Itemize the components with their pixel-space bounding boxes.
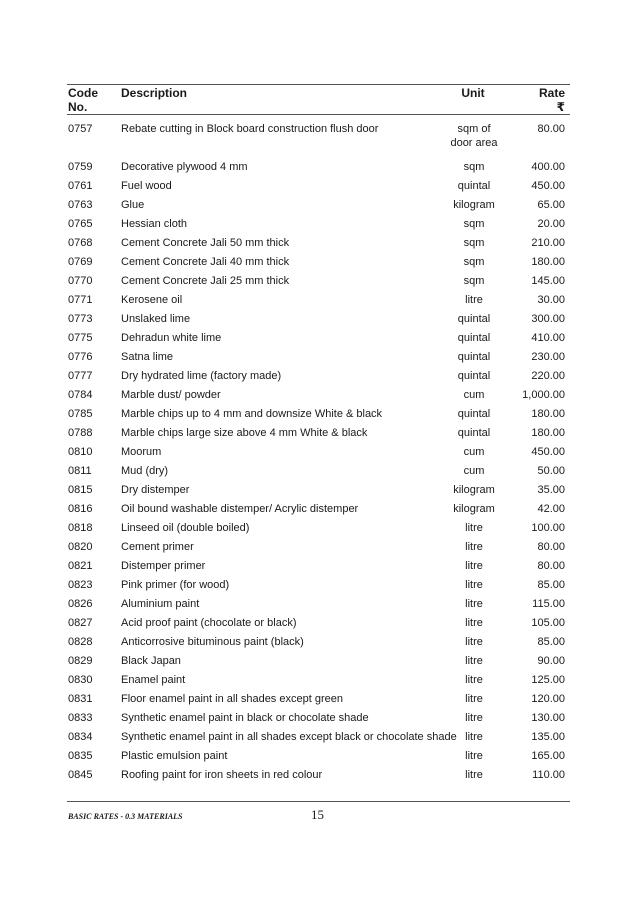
row-rate: 165.00 <box>531 750 565 762</box>
row-rate: 1,000.00 <box>522 389 565 401</box>
row-unit: sqm of door area <box>450 123 498 149</box>
table-row <box>0 559 638 578</box>
row-description: Dehradun white lime <box>121 332 222 344</box>
row-unit: litre <box>465 769 483 781</box>
row-code: 0810 <box>68 446 93 458</box>
row-rate: 100.00 <box>531 522 565 534</box>
row-rate: 115.00 <box>532 598 565 610</box>
row-rate: 180.00 <box>531 427 565 439</box>
row-unit: cum <box>463 446 485 458</box>
table-row <box>0 635 638 654</box>
row-code: 0777 <box>68 370 93 382</box>
table-row <box>0 654 638 673</box>
footer-section-title: BASIC RATES - 0.3 MATERIALS <box>68 812 183 821</box>
row-code: 0829 <box>68 655 93 667</box>
row-description: Decorative plywood 4 mm <box>121 161 248 173</box>
row-description: Glue <box>121 199 145 211</box>
row-description: Rebate cutting in Block board construction flush door <box>121 123 379 135</box>
table-row <box>0 673 638 692</box>
row-unit: litre <box>465 617 483 629</box>
row-code: 0785 <box>68 408 93 420</box>
table-row <box>0 749 638 768</box>
row-rate: 80.00 <box>537 123 565 135</box>
row-rate: 450.00 <box>531 446 565 458</box>
row-description: Plastic emulsion paint <box>121 750 228 762</box>
row-description: Cement Concrete Jali 25 mm thick <box>121 275 290 287</box>
row-unit: quintal <box>457 351 491 363</box>
materials-table <box>0 122 638 787</box>
row-description: Fuel wood <box>121 180 172 192</box>
row-rate: 110.00 <box>532 769 565 781</box>
row-code: 0815 <box>68 484 93 496</box>
row-rate: 85.00 <box>537 636 565 648</box>
row-rate: 30.00 <box>537 294 565 306</box>
row-code: 0757 <box>68 123 93 135</box>
row-code: 0828 <box>68 636 93 648</box>
row-unit: litre <box>465 712 483 724</box>
row-rate: 130.00 <box>531 712 565 724</box>
row-rate: 42.00 <box>537 503 565 515</box>
table-row <box>0 312 638 331</box>
row-rate: 230.00 <box>531 351 565 363</box>
header-rule <box>67 114 570 115</box>
table-row <box>0 369 638 388</box>
row-rate: 180.00 <box>531 256 565 268</box>
row-unit: litre <box>465 579 483 591</box>
row-code: 0769 <box>68 256 93 268</box>
row-unit: litre <box>465 655 483 667</box>
row-code: 0818 <box>68 522 93 534</box>
row-description: Cement Concrete Jali 50 mm thick <box>121 237 290 249</box>
row-description: Mud (dry) <box>121 465 169 477</box>
table-row <box>0 540 638 559</box>
row-description: Cement primer <box>121 541 194 553</box>
row-unit: litre <box>465 522 483 534</box>
row-unit: litre <box>465 636 483 648</box>
table-row <box>0 768 638 787</box>
row-rate: 135.00 <box>531 731 565 743</box>
row-code: 0811 <box>68 465 92 477</box>
row-description: Black Japan <box>121 655 181 667</box>
table-row <box>0 445 638 464</box>
row-description: Dry hydrated lime (factory made) <box>121 370 282 382</box>
row-description: Kerosene oil <box>121 294 183 306</box>
row-code: 0765 <box>68 218 93 230</box>
row-description: Distemper primer <box>121 560 206 572</box>
row-description: Unslaked lime <box>121 313 191 325</box>
row-description: Synthetic enamel paint in all shades except black or chocolate shade <box>121 731 457 743</box>
row-code: 0775 <box>68 332 93 344</box>
row-description: Hessian cloth <box>121 218 188 230</box>
table-row <box>0 217 638 236</box>
row-code: 0768 <box>68 237 93 249</box>
table-row <box>0 160 638 179</box>
row-unit: litre <box>465 541 483 553</box>
row-rate: 220.00 <box>531 370 565 382</box>
row-rate: 145.00 <box>531 275 565 287</box>
row-rate: 125.00 <box>531 674 565 686</box>
row-code: 0823 <box>68 579 93 591</box>
row-description: Linseed oil (double boiled) <box>121 522 250 534</box>
row-unit: quintal <box>457 332 491 344</box>
row-rate: 65.00 <box>537 199 565 211</box>
row-description: Aluminium paint <box>121 598 200 610</box>
row-unit: litre <box>465 750 483 762</box>
row-unit: sqm <box>463 161 485 173</box>
row-description: Floor enamel paint in all shades except green <box>121 693 343 705</box>
table-row <box>0 407 638 426</box>
row-rate: 410.00 <box>531 332 565 344</box>
table-row <box>0 350 638 369</box>
row-code: 0773 <box>68 313 93 325</box>
row-unit: kilogram <box>453 484 495 496</box>
table-row <box>0 597 638 616</box>
table-row <box>0 274 638 293</box>
row-code: 0771 <box>68 294 93 306</box>
table-row <box>0 502 638 521</box>
row-rate: 50.00 <box>537 465 565 477</box>
row-code: 0833 <box>68 712 93 724</box>
row-rate: 90.00 <box>537 655 565 667</box>
row-description: Enamel paint <box>121 674 186 686</box>
row-code: 0759 <box>68 161 93 173</box>
row-description: Marble chips up to 4 mm and downsize White & black <box>121 408 383 420</box>
row-rate: 450.00 <box>531 180 565 192</box>
row-code: 0845 <box>68 769 93 781</box>
row-rate: 20.00 <box>537 218 565 230</box>
row-unit: litre <box>465 693 483 705</box>
header-description: Description <box>121 86 188 100</box>
row-unit: quintal <box>457 408 491 420</box>
row-unit: litre <box>465 731 483 743</box>
table-row <box>0 483 638 502</box>
row-rate: 400.00 <box>531 161 565 173</box>
table-row <box>0 388 638 407</box>
row-unit: sqm <box>463 237 485 249</box>
row-description: Dry distemper <box>121 484 190 496</box>
row-unit: litre <box>465 560 483 572</box>
row-unit: quintal <box>457 180 491 192</box>
row-description: Acid proof paint (chocolate or black) <box>121 617 297 629</box>
row-unit: sqm <box>463 218 485 230</box>
row-unit: cum <box>463 465 485 477</box>
table-row <box>0 464 638 483</box>
row-code: 0821 <box>68 560 93 572</box>
row-code: 0830 <box>68 674 93 686</box>
row-rate: 80.00 <box>537 541 565 553</box>
table-row <box>0 293 638 312</box>
row-code: 0816 <box>68 503 93 515</box>
row-rate: 80.00 <box>537 560 565 572</box>
row-unit: sqm <box>463 275 485 287</box>
row-description: Satna lime <box>121 351 173 363</box>
row-rate: 180.00 <box>531 408 565 420</box>
table-row <box>0 122 638 160</box>
row-rate: 35.00 <box>537 484 565 496</box>
row-description: Marble chips large size above 4 mm White & black <box>121 427 368 439</box>
row-code: 0827 <box>68 617 93 629</box>
table-row <box>0 236 638 255</box>
row-unit: litre <box>465 598 483 610</box>
row-code: 0788 <box>68 427 93 439</box>
top-rule <box>67 84 570 85</box>
table-row <box>0 426 638 445</box>
table-row <box>0 578 638 597</box>
row-unit: cum <box>463 389 485 401</box>
row-code: 0826 <box>68 598 93 610</box>
table-row <box>0 692 638 711</box>
row-unit: litre <box>465 674 483 686</box>
row-code: 0761 <box>68 180 93 192</box>
row-description: Oil bound washable distemper/ Acrylic distemper <box>121 503 359 515</box>
row-code: 0784 <box>68 389 93 401</box>
row-description: Roofing paint for iron sheets in red colour <box>121 769 323 781</box>
table-row <box>0 198 638 217</box>
table-row <box>0 521 638 540</box>
row-unit: sqm <box>463 256 485 268</box>
row-unit: quintal <box>457 427 491 439</box>
row-rate: 300.00 <box>531 313 565 325</box>
row-description: Cement Concrete Jali 40 mm thick <box>121 256 290 268</box>
header-code: Code No. <box>68 86 98 114</box>
row-unit: quintal <box>457 370 491 382</box>
header-rate: Rate ₹ <box>538 86 565 114</box>
header-unit: Unit <box>461 86 485 100</box>
row-code: 0831 <box>68 693 93 705</box>
table-row <box>0 179 638 198</box>
row-code: 0820 <box>68 541 93 553</box>
row-unit: kilogram <box>453 503 495 515</box>
row-description: Anticorrosive bituminous paint (black) <box>121 636 304 648</box>
row-unit: kilogram <box>453 199 495 211</box>
row-rate: 105.00 <box>531 617 565 629</box>
table-row <box>0 616 638 635</box>
row-code: 0834 <box>68 731 93 743</box>
row-description: Synthetic enamel paint in black or chocolate shade <box>121 712 369 724</box>
table-row <box>0 255 638 274</box>
row-description: Pink primer (for wood) <box>121 579 230 591</box>
row-description: Moorum <box>121 446 162 458</box>
table-row <box>0 331 638 350</box>
table-row <box>0 711 638 730</box>
row-unit: quintal <box>457 313 491 325</box>
footer-rule <box>67 801 570 802</box>
row-code: 0835 <box>68 750 93 762</box>
row-rate: 210.00 <box>531 237 565 249</box>
row-code: 0770 <box>68 275 93 287</box>
page-number: 15 <box>311 807 324 822</box>
row-rate: 85.00 <box>537 579 565 591</box>
row-code: 0776 <box>68 351 93 363</box>
row-description: Marble dust/ powder <box>121 389 221 401</box>
table-row <box>0 730 638 749</box>
row-unit: litre <box>465 294 483 306</box>
row-code: 0763 <box>68 199 93 211</box>
row-rate: 120.00 <box>531 693 565 705</box>
